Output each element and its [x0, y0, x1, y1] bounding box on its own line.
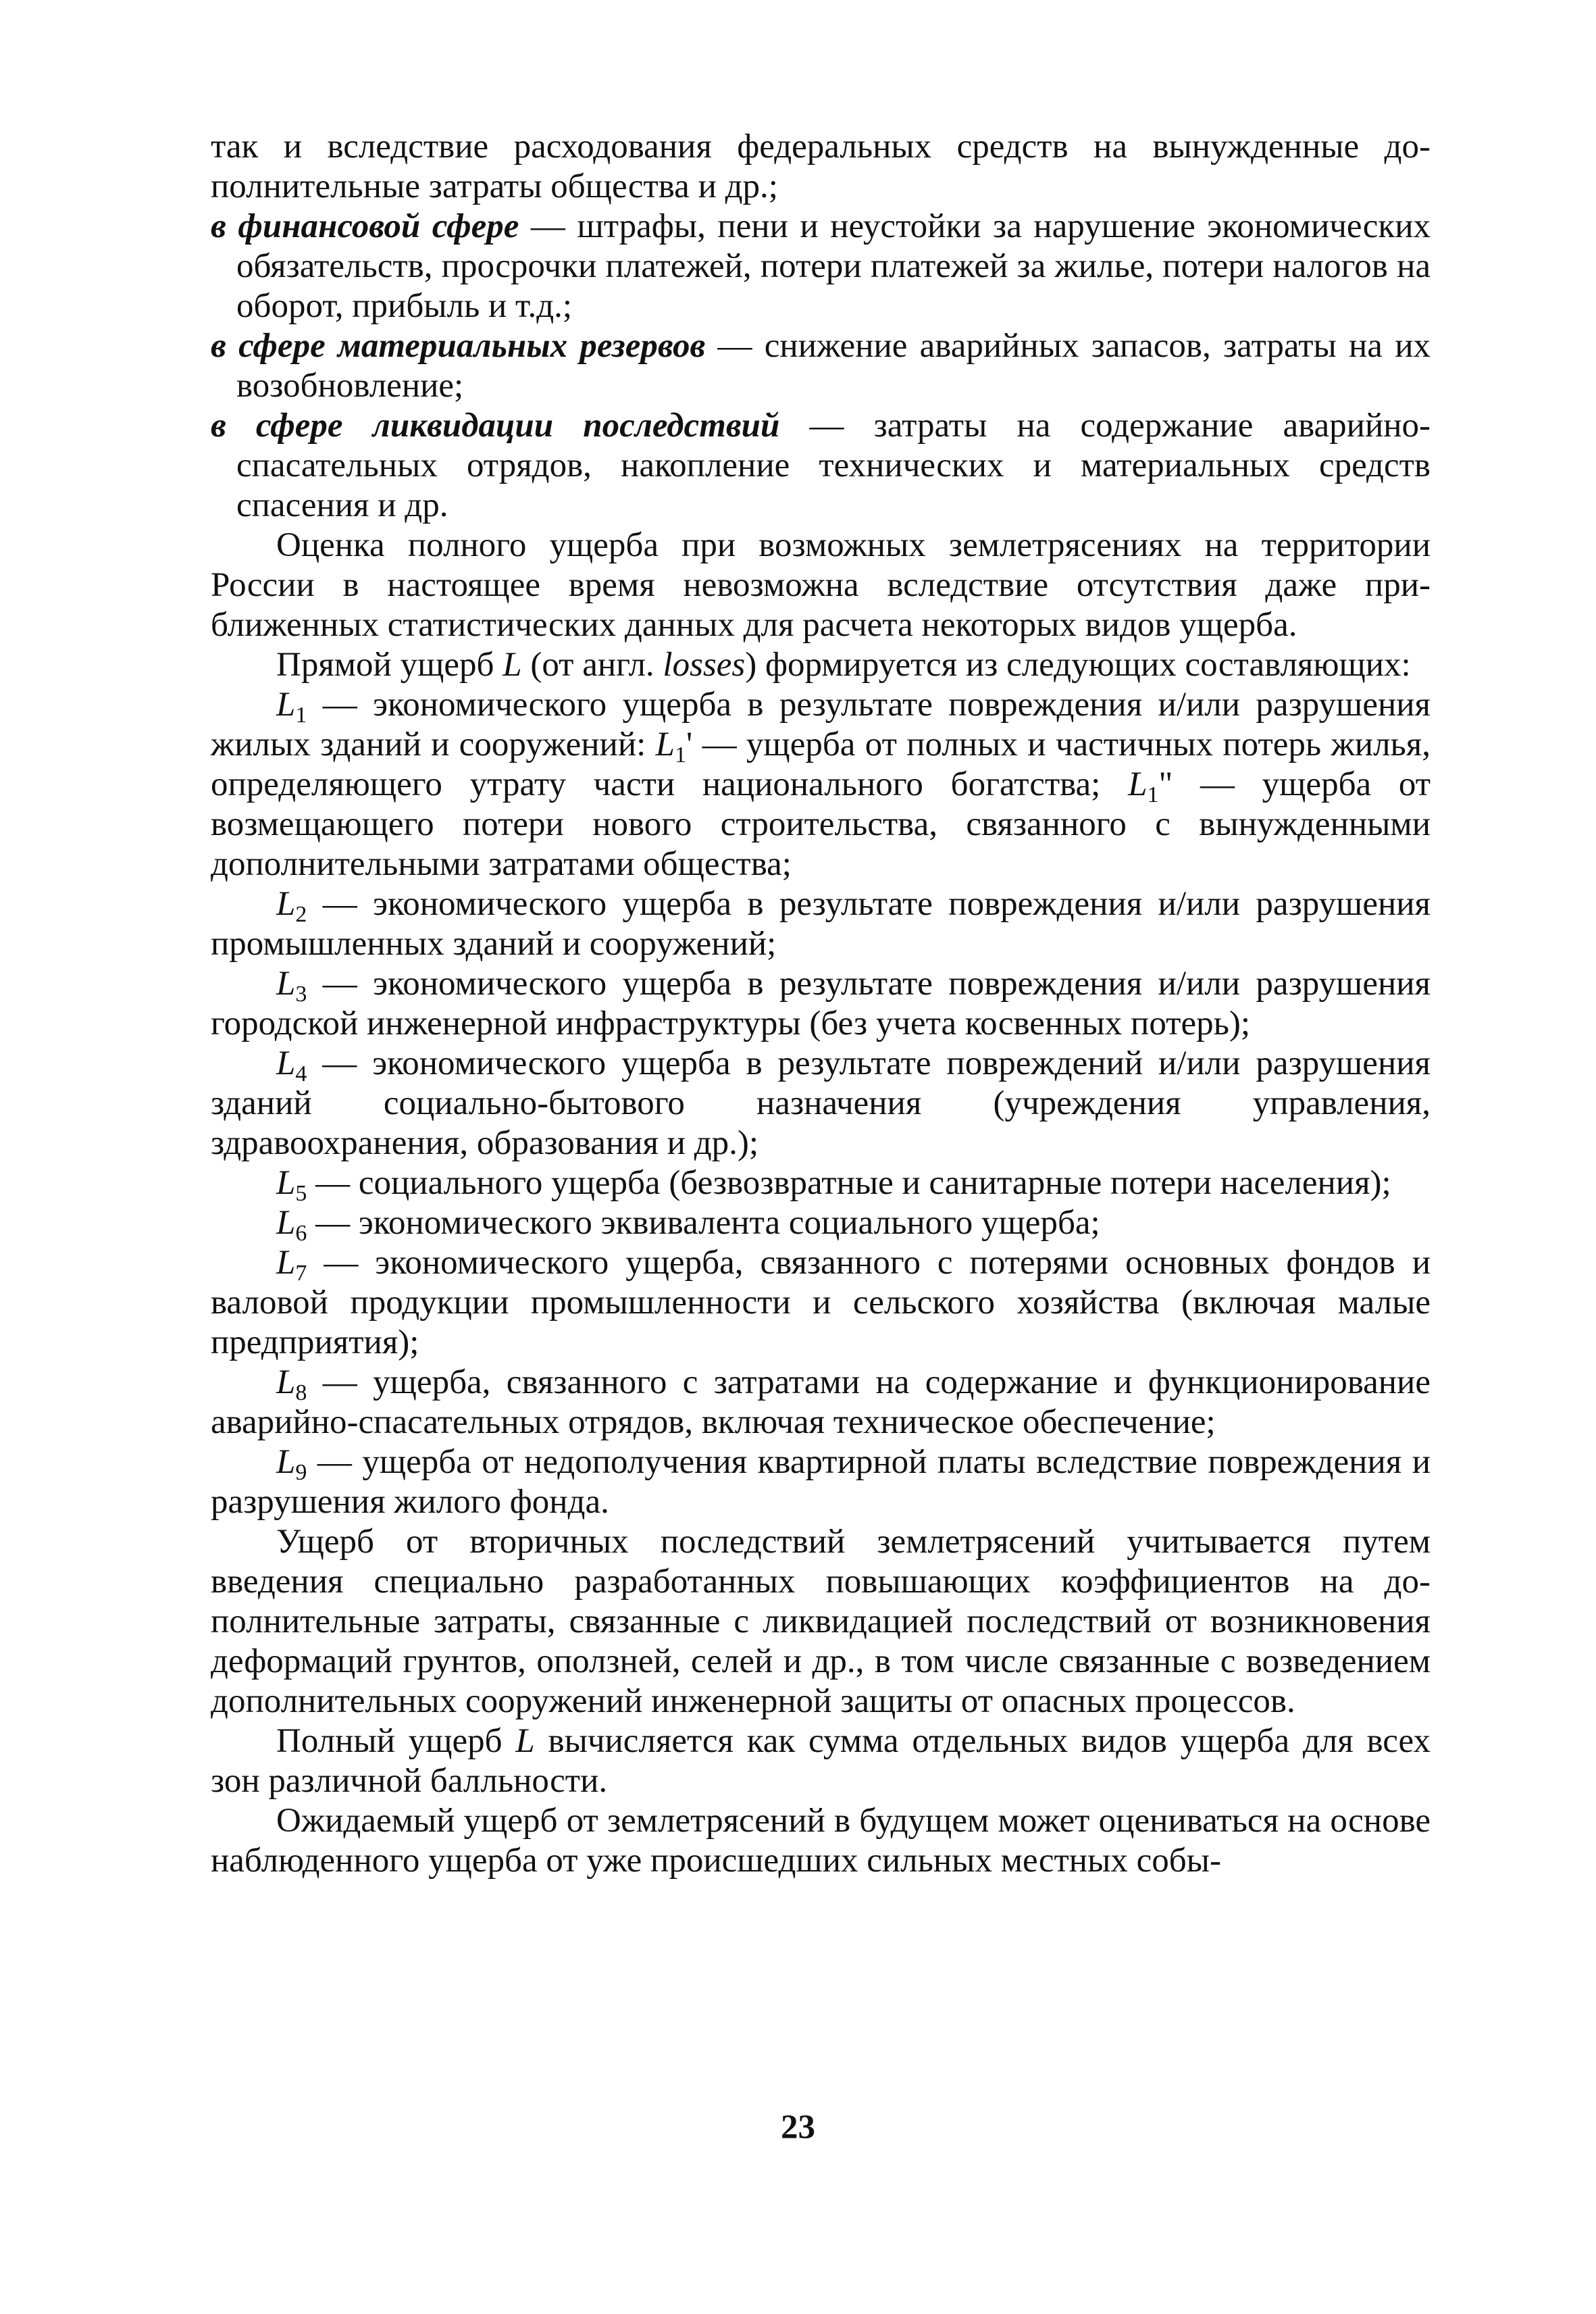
- page-body: [211, 127, 1431, 1881]
- direct-lead: Прямой ущерб: [276, 646, 503, 684]
- direct-term: losses: [663, 646, 746, 684]
- component-subscript: 6: [295, 1221, 307, 1246]
- sphere-name: финансовой сфере: [238, 207, 519, 245]
- intro-continuation: так и вследствие расходования федеральных средств на вынужденные дополнительные затраты общества и др.;: [211, 128, 1431, 205]
- component-symbol: L: [276, 1204, 296, 1242]
- sphere-name: сфере ликвидации последствий: [255, 407, 780, 445]
- sphere-prep: в: [211, 207, 226, 245]
- sphere-text: — штрафы, пени и неустойки за нарушение экономических обязательств, просрочки платежей, потери платежей за жилье, потери налогов на оборот, прибыль и т.д.;: [236, 207, 1431, 325]
- page-number: 23: [781, 2109, 815, 2146]
- component-subscript: 2: [295, 902, 307, 927]
- component-text: — экономического ущерба в результате повреждений и/или разрушения зданий социально-бытового назначения (учреждения управления, здравоохранения, образования и др.);: [211, 1045, 1431, 1162]
- component-text: — экономического ущерба, связанного с потерями основных фондов и валовой продукции промышленности и сельского хозяйства (включая малые предприятия);: [211, 1244, 1431, 1361]
- component-subscript: 5: [295, 1181, 307, 1206]
- component-text: — экономического ущерба в результате повреждения и/или разрушения жилых зданий и сооружений:: [211, 686, 1431, 763]
- full-symbol: L: [515, 1722, 535, 1760]
- sphere-item-reserves: [211, 326, 1431, 406]
- component-text: — ущерба, связанного с затратами на содержание и функционирование аварийно-спасательных отрядов, включая техническое обеспечение;: [211, 1363, 1431, 1441]
- component-symbol: L: [276, 1045, 296, 1082]
- component-subscript: 9: [295, 1460, 307, 1485]
- component-symbol: L: [276, 965, 296, 1003]
- component-l7: [211, 1243, 1431, 1363]
- paragraph-expected-damage: Ожидаемый ущерб от землетрясений в будущем может оцениваться на основе наблюденного ущерба от уже происшедших сильных местных собы-: [211, 1802, 1431, 1880]
- component-symbol: L: [276, 1164, 296, 1202]
- component-l8: [211, 1363, 1431, 1442]
- component-symbol: L: [276, 1443, 296, 1481]
- component-text: — экономического ущерба в результате повреждения и/или разрушения промышленных зданий и сооружений;: [211, 885, 1431, 963]
- paragraph-direct-damage: [211, 645, 1431, 685]
- sphere-text: — снижение аварийных запасов, затраты на их возобновление;: [236, 327, 1431, 405]
- sphere-item-liquidation: [211, 406, 1431, 526]
- component-subscript: 1: [1147, 782, 1159, 807]
- component-subscript: 4: [295, 1061, 307, 1086]
- direct-mid: (от англ.: [521, 646, 663, 684]
- component-text: — ущерба от возмещающего потери нового строительства, связанного с вынужденными дополнительными затратами общества;: [211, 765, 1431, 883]
- prime-mark: ": [1158, 765, 1173, 803]
- component-symbol: L: [276, 1244, 296, 1282]
- component-l5: [211, 1163, 1431, 1206]
- component-subscript: 7: [295, 1261, 307, 1286]
- component-text: — экономического эквивалента социального ущерба;: [307, 1204, 1100, 1242]
- component-symbol: L: [276, 1363, 296, 1401]
- component-subscript: 1: [295, 703, 307, 728]
- component-symbol: L: [276, 686, 296, 724]
- component-subscript: 8: [295, 1380, 307, 1405]
- component-l4: [211, 1044, 1431, 1163]
- paragraph-secondary-effects: Ущерб от вторичных последствий землетрясений учитывается путем введения специально разработанных повышающих коэффициентов на дополнительные затраты, связанные с ликвидацией последствий от возникновения деформаций грунтов, оползней, селей и др., в том числе связанные с возведением дополнительных сооружений инженерной защиты от опасных процессов.: [211, 1523, 1431, 1720]
- direct-symbol: L: [503, 646, 522, 684]
- component-symbol: L: [1128, 765, 1148, 803]
- paragraph-assessment: Оценка полного ущерба при возможных землетрясениях на территории России в настоящее время невозможна вследствие отсутствия даже приближенных статистических данных для расчета некоторых видов ущерба.: [211, 526, 1431, 644]
- sphere-text: — затраты на содержание аварийно-спасательных отрядов, накопление технических и материальных средств спасения и др.: [236, 407, 1431, 524]
- sphere-name: сфере материальных резервов: [238, 327, 706, 365]
- component-subscript: 1: [675, 743, 687, 768]
- component-text: — социального ущерба (безвозвратные и санитарные потери населения);: [307, 1164, 1391, 1202]
- component-text: — экономического ущерба в результате повреждения и/или разрушения городской инженерной инфраструктуры (без учета косвенных потерь);: [211, 965, 1431, 1042]
- paragraph-full-damage: [211, 1721, 1431, 1801]
- sphere-prep: в: [211, 407, 226, 445]
- component-l2: [211, 884, 1431, 964]
- component-l1: [211, 685, 1431, 884]
- component-subscript: 3: [295, 982, 307, 1007]
- component-symbol: L: [655, 726, 675, 763]
- sphere-item-finance: [211, 207, 1431, 326]
- component-symbol: L: [276, 885, 296, 923]
- direct-tail: ) формируется из следующих составляющих:: [745, 646, 1411, 684]
- component-text: — ущерба от недополучения квартирной платы вследствие повреждения и разрушения жилого фонда.: [211, 1443, 1431, 1521]
- component-text: — ущерба от полных и частичных потерь жилья, определяющего утрату части национального богатства;: [211, 726, 1431, 803]
- component-l3: [211, 964, 1431, 1044]
- component-l6: [211, 1203, 1431, 1246]
- component-l9: [211, 1442, 1431, 1522]
- sphere-prep: в: [211, 327, 226, 365]
- prime-mark: ': [686, 726, 693, 763]
- full-tail: вычисляется как сумма отдельных видов ущерба для всех зон различной балльности.: [211, 1722, 1431, 1800]
- full-lead: Полный ущерб: [276, 1722, 516, 1760]
